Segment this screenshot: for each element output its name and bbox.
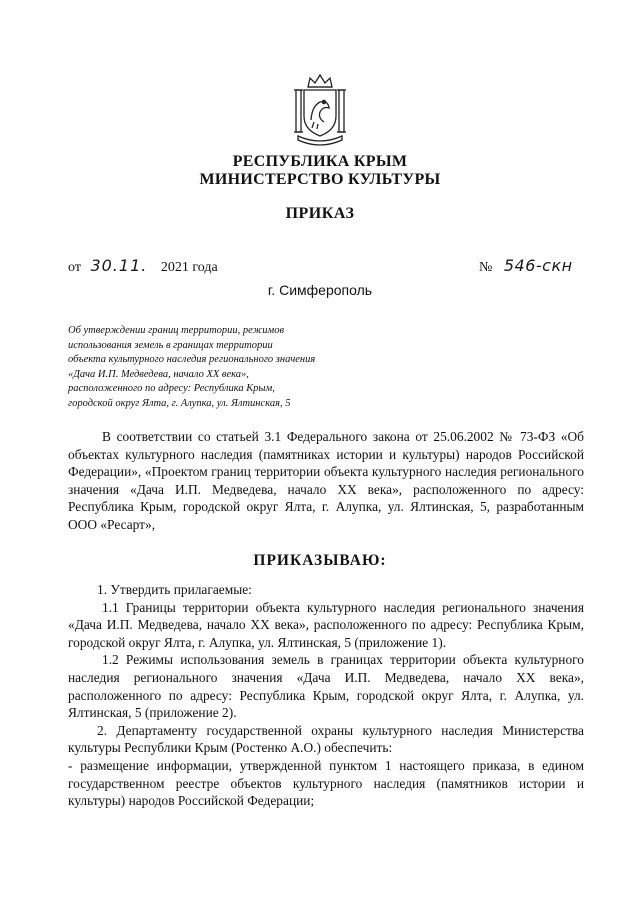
handwritten-number: 546-скн [503,256,573,275]
order-verb-heading: ПРИКАЗЫВАЮ: [253,552,387,569]
republic-title: РЕСПУБЛИКА КРЫМ [232,153,408,170]
order-item-2: 2. Департаменту государственной охраны культурного наследия Министерства культуры Республики Крым (Ростенко А.О.) обеспечить: [68,722,584,756]
order-item-1-1: 1.1 Границы территории объекта культурного наследия регионального значения «Дача И.П. Медведева, начало XX века», расположенного по адресу: Республика Крым, городской округ Ялта, г. Алупка, ул. Ялтинская, 5 (приложение 1). [68,599,584,650]
date-prefix: от [68,260,81,275]
subject-line: использования земель в границах территории [68,339,273,351]
number-line [479,256,573,276]
city: г. Симферополь [267,282,373,298]
order-item-2-bullet: - размещение информации, утвержденной пунктом 1 настоящего приказа, в едином государственном реестре объектов культурного наследия (памятников истории и культуры) народов Российской Федерации; [68,757,584,809]
subject-line: городской округ Ялта, г. Алупка, ул. Ялтинская, 5 [68,397,291,409]
order-items [68,581,584,810]
document-type-title: ПРИКАЗ [285,205,355,222]
subject-line: расположенного по адресу: Республика Крым, [68,383,275,395]
subject-line: «Дача И.П. Медведева, начало XX века», [68,368,249,380]
date-line [68,256,218,276]
subject-line: объекта культурного наследия регионального значения [68,354,316,366]
number-prefix: № [479,260,493,275]
date-year: 2021 года [160,260,218,275]
crimea-coat-of-arms-icon [290,72,350,150]
handwritten-date: 30.11. [90,256,148,275]
subject-line: Об утверждении границ территории, режимов [68,325,285,336]
preamble-paragraph: В соответствии со статьей 3.1 Федерального закона от 25.06.2002 № 73-ФЗ «Об объектах культурного наследия (памятниках истории и культуры) народов Российской Федерации», «Проектом границ территории объекта культурного наследия регионального значения «Дача И.П. Медведева, начало XX века», расположенного по адресу: Республика Крым, городской округ Ялта, г. Алупка, ул. Ялтинская, 5, разработанным ООО «Ресарт», [68,429,584,532]
document-subject [68,324,388,412]
ministry-title: МИНИСТЕРСТВО КУЛЬТУРЫ [199,171,441,188]
order-item-1-2: 1.2 Режимы использования земель в границах территории объекта культурного наследия регионального значения «Дача И.П. Медведева, начало XX века», расположенного по адресу: Республика Крым, городской округ Ялта, г. Алупка, ул. Ялтинская, 5 (приложение 2). [68,652,584,721]
order-item-1: 1. Утвердить прилагаемые: [97,582,252,597]
